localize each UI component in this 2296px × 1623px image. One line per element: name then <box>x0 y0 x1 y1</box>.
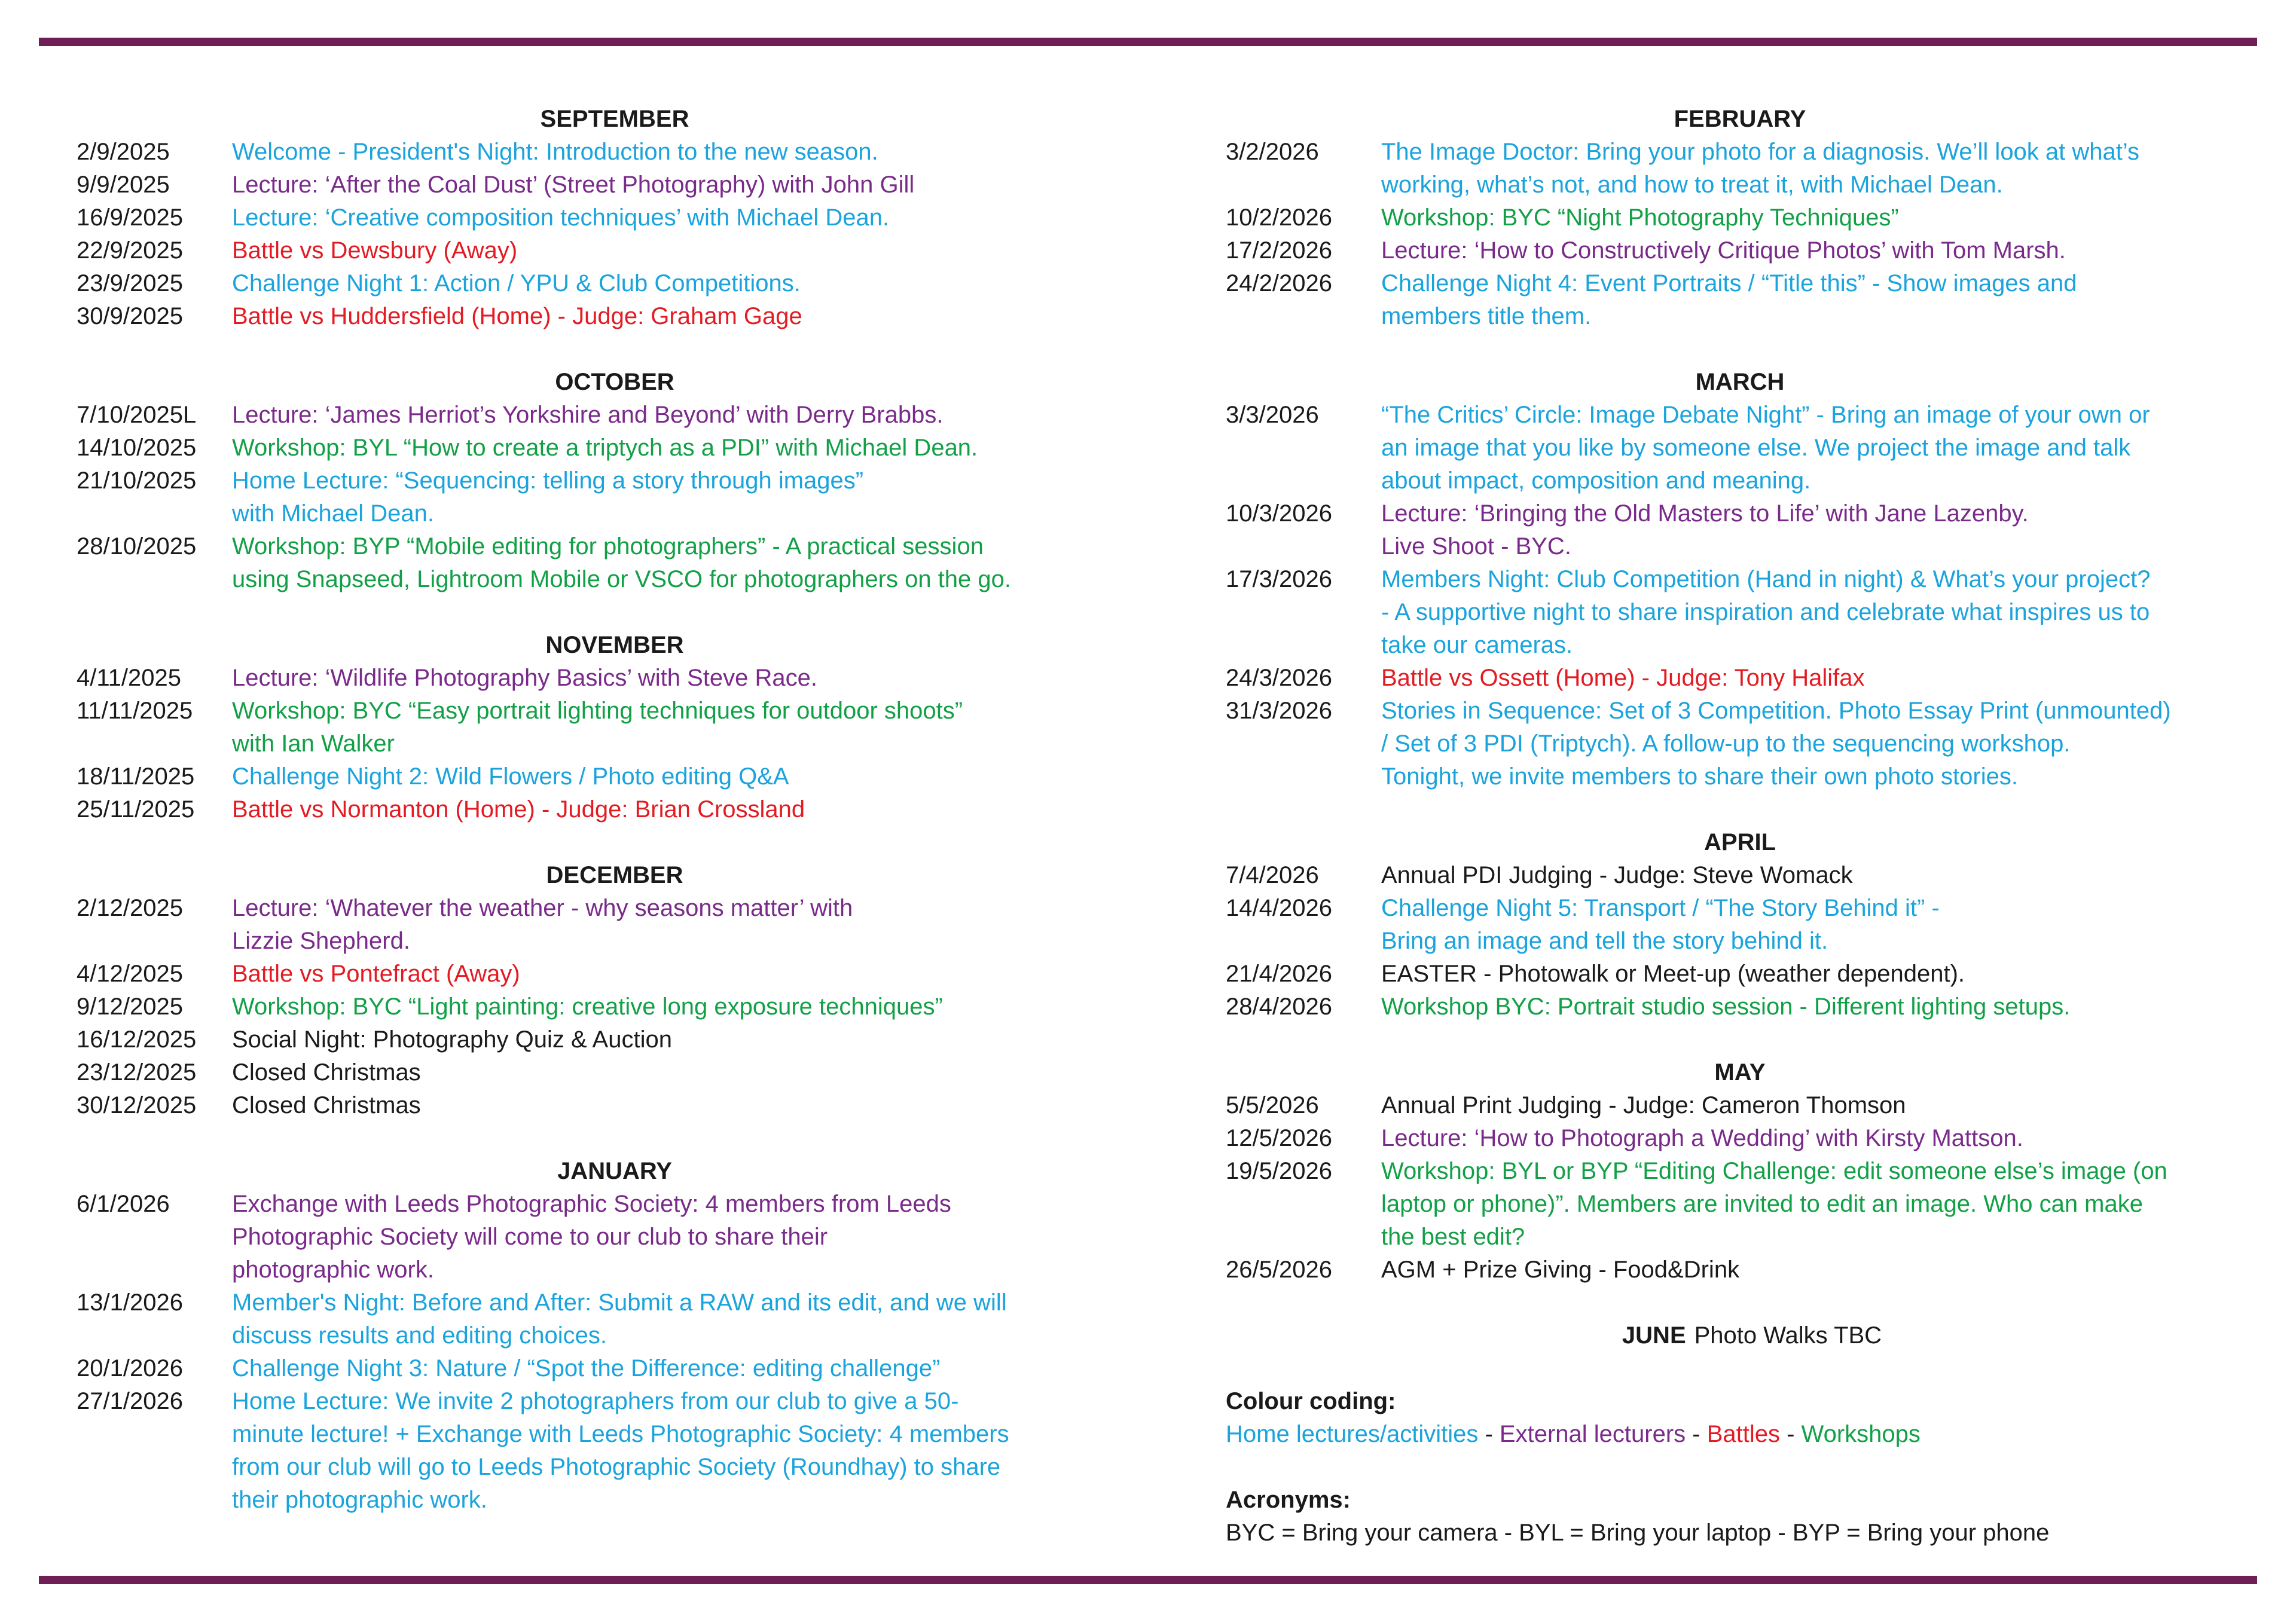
event-line: Lecture: ‘James Herriot’s Yorkshire and Beyond’ with Derry Brabbs. <box>232 402 944 428</box>
event-description <box>232 892 1153 958</box>
event-date: 23/12/2025 <box>77 1059 197 1086</box>
event-line: Lecture: ‘After the Coal Dust’ (Street Photography) with John Gill <box>232 172 915 198</box>
event-description <box>232 201 1153 234</box>
event-description <box>1381 1254 2254 1286</box>
event-line: Workshop BYC: Portrait studio session - Different lighting setups. <box>1381 994 2071 1020</box>
event-line: Annual Print Judging - Judge: Cameron Thomson <box>1381 1092 1906 1118</box>
event-date: 5/5/2026 <box>1226 1092 1319 1118</box>
event-date: 30/9/2025 <box>77 303 183 329</box>
event-line: Live Shoot - BYC. <box>1381 533 1571 560</box>
event-description <box>1381 1122 2254 1155</box>
event-date: 19/5/2026 <box>1226 1158 1332 1184</box>
event-row <box>1226 991 2254 1023</box>
event-description <box>232 1352 1153 1385</box>
event-description <box>232 760 1153 793</box>
event-line: Lecture: ‘How to Constructively Critique Photos’ with Tom Marsh. <box>1381 237 2066 264</box>
acronyms-text: BYC = Bring your camera - BYL = Bring your laptop - BYP = Bring your phone <box>1226 1520 2050 1546</box>
event-description <box>232 399 1153 432</box>
month-title: NOVEMBER <box>545 632 684 658</box>
event-row <box>1226 892 2254 958</box>
event-line: EASTER - Photowalk or Meet-up (weather dependent). <box>1381 961 1965 987</box>
event-row <box>1226 958 2254 991</box>
event-date: 2/9/2025 <box>77 139 170 165</box>
event-line: Welcome - President's Night: Introduction to the new season. <box>232 139 878 165</box>
event-line: Social Night: Photography Quiz & Auction <box>232 1026 672 1053</box>
event-line: Lecture: ‘Whatever the weather - why seasons matter’ with <box>232 895 853 921</box>
event-date: 3/2/2026 <box>1226 139 1319 165</box>
event-line: using Snapseed, Lightroom Mobile or VSCO for photographers on the go. <box>232 566 1012 592</box>
event-row <box>1226 1122 2254 1155</box>
event-date: 9/9/2025 <box>77 172 170 198</box>
event-date: 28/4/2026 <box>1226 994 1332 1020</box>
event-date: 22/9/2025 <box>77 237 183 264</box>
event-row <box>1226 1089 2254 1122</box>
event-row <box>1226 267 2254 333</box>
legend-workshops: Workshops <box>1801 1421 1921 1447</box>
legend-title: Colour coding: <box>1226 1388 1396 1414</box>
event-row <box>77 201 1153 234</box>
event-line: Workshop: BYC “Light painting: creative long exposure techniques” <box>232 994 943 1020</box>
month-section <box>1226 826 2254 1023</box>
month-section <box>1226 1056 2254 1286</box>
right-months <box>1226 103 2254 1286</box>
event-description <box>1381 892 2254 958</box>
colour-legend <box>1226 1385 2254 1451</box>
event-date: 30/12/2025 <box>77 1092 197 1118</box>
legend-separator: - <box>1686 1421 1707 1447</box>
event-line: minute lecture! + Exchange with Leeds Photographic Society: 4 members <box>232 1421 1009 1447</box>
event-row <box>1226 662 2254 695</box>
event-line: Closed Christmas <box>232 1092 421 1118</box>
event-line: Battle vs Pontefract (Away) <box>232 961 520 987</box>
event-row <box>77 1056 1153 1089</box>
event-description <box>232 530 1153 596</box>
event-row <box>77 234 1153 267</box>
month-title: MAY <box>1714 1059 1766 1086</box>
event-row <box>77 300 1153 333</box>
month-title: JANUARY <box>557 1158 672 1184</box>
event-line: take our cameras. <box>1381 632 1573 658</box>
event-line: Battle vs Ossett (Home) - Judge: Tony Halifax <box>1381 665 1865 691</box>
event-description <box>232 1286 1153 1352</box>
event-description <box>1381 234 2254 267</box>
event-line: about impact, composition and meaning. <box>1381 467 1811 494</box>
event-line: Lecture: ‘Wildlife Photography Basics’ with Steve Race. <box>232 665 817 691</box>
month-title: DECEMBER <box>546 862 683 888</box>
event-row <box>77 662 1153 695</box>
event-description <box>1381 695 2254 793</box>
event-row <box>77 793 1153 826</box>
event-description <box>1381 859 2254 892</box>
event-line: discuss results and editing choices. <box>232 1322 607 1349</box>
event-date: 3/3/2026 <box>1226 402 1319 428</box>
event-date: 27/1/2026 <box>77 1388 183 1414</box>
event-line: Workshop: BYP “Mobile editing for photographers” - A practical session <box>232 533 984 560</box>
event-row <box>1226 1254 2254 1286</box>
left-column <box>77 103 1153 1517</box>
event-line: Challenge Night 3: Nature / “Spot the Difference: editing challenge” <box>232 1355 941 1381</box>
event-date: 10/3/2026 <box>1226 500 1332 527</box>
event-date: 16/9/2025 <box>77 204 183 231</box>
event-line: laptop or phone)”. Members are invited to edit an image. Who can make <box>1381 1191 2143 1217</box>
event-line: the best edit? <box>1381 1224 1525 1250</box>
month-section <box>77 366 1153 596</box>
event-line: members title them. <box>1381 303 1592 329</box>
event-description <box>1381 201 2254 234</box>
event-line: Battle vs Normanton (Home) - Judge: Brian Crossland <box>232 796 805 823</box>
event-date: 28/10/2025 <box>77 533 197 560</box>
month-section <box>77 103 1153 333</box>
event-description <box>232 1188 1153 1286</box>
event-row <box>1226 1155 2254 1254</box>
june-text: Photo Walks TBC <box>1694 1322 1882 1349</box>
event-date: 6/1/2026 <box>77 1191 170 1217</box>
acronyms-title: Acronyms: <box>1226 1487 1351 1513</box>
event-line: Home Lecture: “Sequencing: telling a story through images” <box>232 467 864 494</box>
event-date: 2/12/2025 <box>77 895 183 921</box>
event-line: Lecture: ‘Creative composition techniques’ with Michael Dean. <box>232 204 890 231</box>
event-line: an image that you like by someone else. We project the image and talk <box>1381 435 2131 461</box>
event-line: Challenge Night 2: Wild Flowers / Photo editing Q&A <box>232 763 789 790</box>
event-description <box>1381 399 2254 497</box>
event-description <box>232 432 1153 464</box>
right-column <box>1226 103 2254 1549</box>
event-description <box>232 695 1153 760</box>
event-line: with Michael Dean. <box>232 500 434 527</box>
event-line: AGM + Prize Giving - Food&Drink <box>1381 1257 1740 1283</box>
month-title: FEBRUARY <box>1674 106 1806 132</box>
event-description <box>232 169 1153 201</box>
event-description <box>1381 662 2254 695</box>
event-date: 7/10/2025L <box>77 402 197 428</box>
event-line: Challenge Night 1: Action / YPU & Club Competitions. <box>232 270 801 297</box>
event-line: from our club will go to Leeds Photographic Society (Roundhay) to share <box>232 1454 1001 1480</box>
event-row <box>77 1286 1153 1352</box>
event-date: 31/3/2026 <box>1226 698 1332 724</box>
event-line: Tonight, we invite members to share their own photo stories. <box>1381 763 2018 790</box>
event-line: Workshop: BYC “Easy portrait lighting techniques for outdoor shoots” <box>232 698 963 724</box>
event-row <box>77 136 1153 169</box>
event-description <box>232 267 1153 300</box>
event-line: Stories in Sequence: Set of 3 Competition. Photo Essay Print (unmounted) <box>1381 698 2171 724</box>
event-row <box>77 464 1153 530</box>
event-description <box>232 1089 1153 1122</box>
event-date: 14/4/2026 <box>1226 895 1332 921</box>
event-description <box>1381 136 2254 201</box>
event-date: 14/10/2025 <box>77 435 197 461</box>
event-date: 4/12/2025 <box>77 961 183 987</box>
event-date: 21/4/2026 <box>1226 961 1332 987</box>
event-row <box>77 1023 1153 1056</box>
event-row <box>1226 695 2254 793</box>
event-line: The Image Doctor: Bring your photo for a diagnosis. We’ll look at what’s <box>1381 139 2140 165</box>
event-row <box>77 695 1153 760</box>
event-line: Home Lecture: We invite 2 photographers from our club to give a 50- <box>232 1388 959 1414</box>
month-section <box>77 1155 1153 1517</box>
event-date: 16/12/2025 <box>77 1026 197 1053</box>
month-section <box>1226 103 2254 333</box>
event-description <box>1381 958 2254 991</box>
event-line: Battle vs Dewsbury (Away) <box>232 237 518 264</box>
event-line: with Ian Walker <box>232 730 395 757</box>
event-date: 9/12/2025 <box>77 994 183 1020</box>
june-line <box>1226 1319 2254 1352</box>
event-line: Annual PDI Judging - Judge: Steve Womack <box>1381 862 1853 888</box>
event-description <box>232 234 1153 267</box>
event-description <box>232 1385 1153 1517</box>
event-line: Workshop: BYL or BYP “Editing Challenge: edit someone else’s image (on <box>1381 1158 2167 1184</box>
event-line: working, what’s not, and how to treat it, with Michael Dean. <box>1381 172 2003 198</box>
event-row <box>77 530 1153 596</box>
event-row <box>77 432 1153 464</box>
event-line: Members Night: Club Competition (Hand in night) & What’s your project? <box>1381 566 2151 592</box>
event-row <box>1226 234 2254 267</box>
event-row <box>77 1089 1153 1122</box>
event-description <box>232 300 1153 333</box>
event-date: 17/2/2026 <box>1226 237 1332 264</box>
event-line: “The Critics’ Circle: Image Debate Night” - Bring an image of your own or <box>1381 402 2150 428</box>
event-line: Battle vs Huddersfield (Home) - Judge: Graham Gage <box>232 303 802 329</box>
legend-separator: - <box>1478 1421 1500 1447</box>
event-date: 20/1/2026 <box>77 1355 183 1381</box>
event-date: 11/11/2025 <box>77 698 193 724</box>
top-rule <box>39 38 2257 46</box>
event-line: / Set of 3 PDI (Triptych). A follow-up to the sequencing workshop. <box>1381 730 2071 757</box>
month-section <box>77 629 1153 826</box>
event-date: 21/10/2025 <box>77 467 197 494</box>
event-row <box>77 892 1153 958</box>
event-row <box>1226 399 2254 497</box>
event-description <box>232 464 1153 530</box>
event-description <box>232 662 1153 695</box>
month-title: OCTOBER <box>555 369 674 395</box>
event-row <box>1226 859 2254 892</box>
event-row <box>77 991 1153 1023</box>
event-line: photographic work. <box>232 1257 434 1283</box>
event-row <box>77 169 1153 201</box>
event-description <box>232 991 1153 1023</box>
month-title: SEPTEMBER <box>540 106 689 132</box>
event-date: 23/9/2025 <box>77 270 183 297</box>
event-description <box>232 958 1153 991</box>
month-title: APRIL <box>1704 829 1776 855</box>
event-description <box>1381 267 2254 333</box>
event-date: 18/11/2025 <box>77 763 195 790</box>
event-date: 4/11/2025 <box>77 665 181 691</box>
event-line: Challenge Night 4: Event Portraits / “Title this” - Show images and <box>1381 270 2077 297</box>
event-line: Challenge Night 5: Transport / “The Story Behind it” - <box>1381 895 1940 921</box>
event-description <box>232 1056 1153 1089</box>
event-line: Closed Christmas <box>232 1059 421 1086</box>
event-date: 17/3/2026 <box>1226 566 1332 592</box>
month-section <box>1226 366 2254 793</box>
event-line: Bring an image and tell the story behind it. <box>1381 928 1828 954</box>
event-row <box>77 958 1153 991</box>
event-description <box>1381 991 2254 1023</box>
event-date: 12/5/2026 <box>1226 1125 1332 1151</box>
event-line: Lecture: ‘Bringing the Old Masters to Life’ with Jane Lazenby. <box>1381 500 2029 527</box>
event-line: Workshop: BYC “Night Photography Techniques” <box>1381 204 1899 231</box>
event-line: - A supportive night to share inspiration and celebrate what inspires us to <box>1381 599 2150 625</box>
event-row <box>1226 497 2254 563</box>
event-description <box>232 793 1153 826</box>
legend-separator: - <box>1780 1421 1802 1447</box>
event-date: 26/5/2026 <box>1226 1257 1332 1283</box>
legend-home: Home lectures/activities <box>1226 1421 1479 1447</box>
month-section <box>77 859 1153 1122</box>
event-line: Photographic Society will come to our club to share their <box>232 1224 828 1250</box>
event-date: 13/1/2026 <box>77 1289 183 1316</box>
event-row <box>77 1188 1153 1286</box>
event-row <box>77 760 1153 793</box>
event-date: 10/2/2026 <box>1226 204 1332 231</box>
event-row <box>77 399 1153 432</box>
event-description <box>1381 1155 2254 1254</box>
event-description <box>232 1023 1153 1056</box>
acronyms-block <box>1226 1484 2254 1549</box>
event-line: their photographic work. <box>232 1487 487 1513</box>
legend-items <box>1226 1418 2254 1451</box>
event-description <box>1381 1089 2254 1122</box>
legend-battles: Battles <box>1706 1421 1780 1447</box>
event-row <box>77 1352 1153 1385</box>
june-title: JUNE <box>1622 1322 1686 1349</box>
event-line: Workshop: BYL “How to create a triptych as a PDI” with Michael Dean. <box>232 435 978 461</box>
event-line: Lecture: ‘How to Photograph a Wedding’ with Kirsty Mattson. <box>1381 1125 2023 1151</box>
event-date: 7/4/2026 <box>1226 862 1319 888</box>
event-date: 24/2/2026 <box>1226 270 1332 297</box>
event-row <box>1226 201 2254 234</box>
month-title: MARCH <box>1695 369 1785 395</box>
legend-external: External lecturers <box>1499 1421 1686 1447</box>
event-line: Member's Night: Before and After: Submit a RAW and its edit, and we will <box>232 1289 1007 1316</box>
event-description <box>1381 563 2254 662</box>
event-description <box>1381 497 2254 563</box>
event-line: Lizzie Shepherd. <box>232 928 410 954</box>
event-line: Exchange with Leeds Photographic Society: 4 members from Leeds <box>232 1191 951 1217</box>
bottom-rule <box>39 1576 2257 1584</box>
event-row <box>77 267 1153 300</box>
event-row <box>77 1385 1153 1517</box>
event-description <box>232 136 1153 169</box>
event-date: 24/3/2026 <box>1226 665 1332 691</box>
event-row <box>1226 563 2254 662</box>
event-row <box>1226 136 2254 201</box>
event-date: 25/11/2025 <box>77 796 195 823</box>
